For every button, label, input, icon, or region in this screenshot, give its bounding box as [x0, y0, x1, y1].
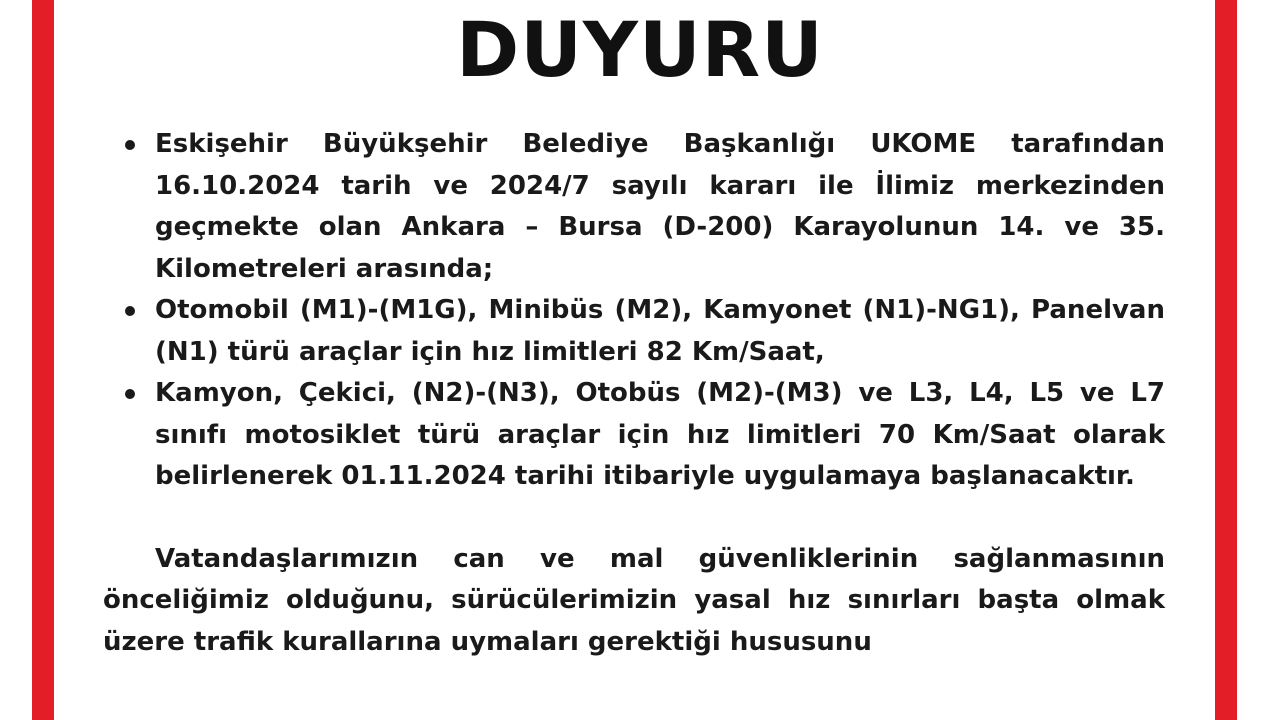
right-red-border [1215, 0, 1237, 720]
closing-paragraph: Vatandaşlarımızın can ve mal güvenliklerinin sağlanmasının önceliğimiz olduğunu, sürücülerimizin yasal hız sınırları başta olmak üzere trafik kurallarına uymaları gerektiği hususunu [103, 543, 1165, 657]
left-red-border [32, 0, 54, 720]
announcement-body [103, 124, 1165, 689]
announcement-title: DUYURU [456, 5, 824, 94]
bullet-list [103, 124, 1165, 498]
bullet-text: Kamyon, Çekici, (N2)-(N3), Otobüs (M2)-(M3) ve L3, L4, L5 ve L7 sınıfı motosiklet türü araçlar için hız limitleri 70 Km/Saat olarak belirlenerek 01.11.2024 tarihi itibariyle uygulamaya başlanacaktır. [155, 378, 1165, 491]
bullet-text: Eskişehir Büyükşehir Belediye Başkanlığı UKOME tarafından 16.10.2024 tarih ve 2024/7 sayılı kararı ile İlimiz merkezinden geçmekte olan Ankara – Bursa (D-200) Karayolunun 14. ve 35. Kilometreleri arasında; [155, 129, 1165, 284]
bullet-item [103, 124, 1165, 290]
bullet-icon [125, 306, 135, 316]
bullet-item [103, 373, 1165, 498]
bullet-icon [125, 140, 135, 150]
bullet-text: Otomobil (M1)-(M1G), Minibüs (M2), Kamyonet (N1)-NG1), Panelvan (N1) türü araçlar için hız limitleri 82 Km/Saat, [155, 295, 1165, 367]
bullet-icon [125, 389, 135, 399]
bullet-item [103, 290, 1165, 373]
